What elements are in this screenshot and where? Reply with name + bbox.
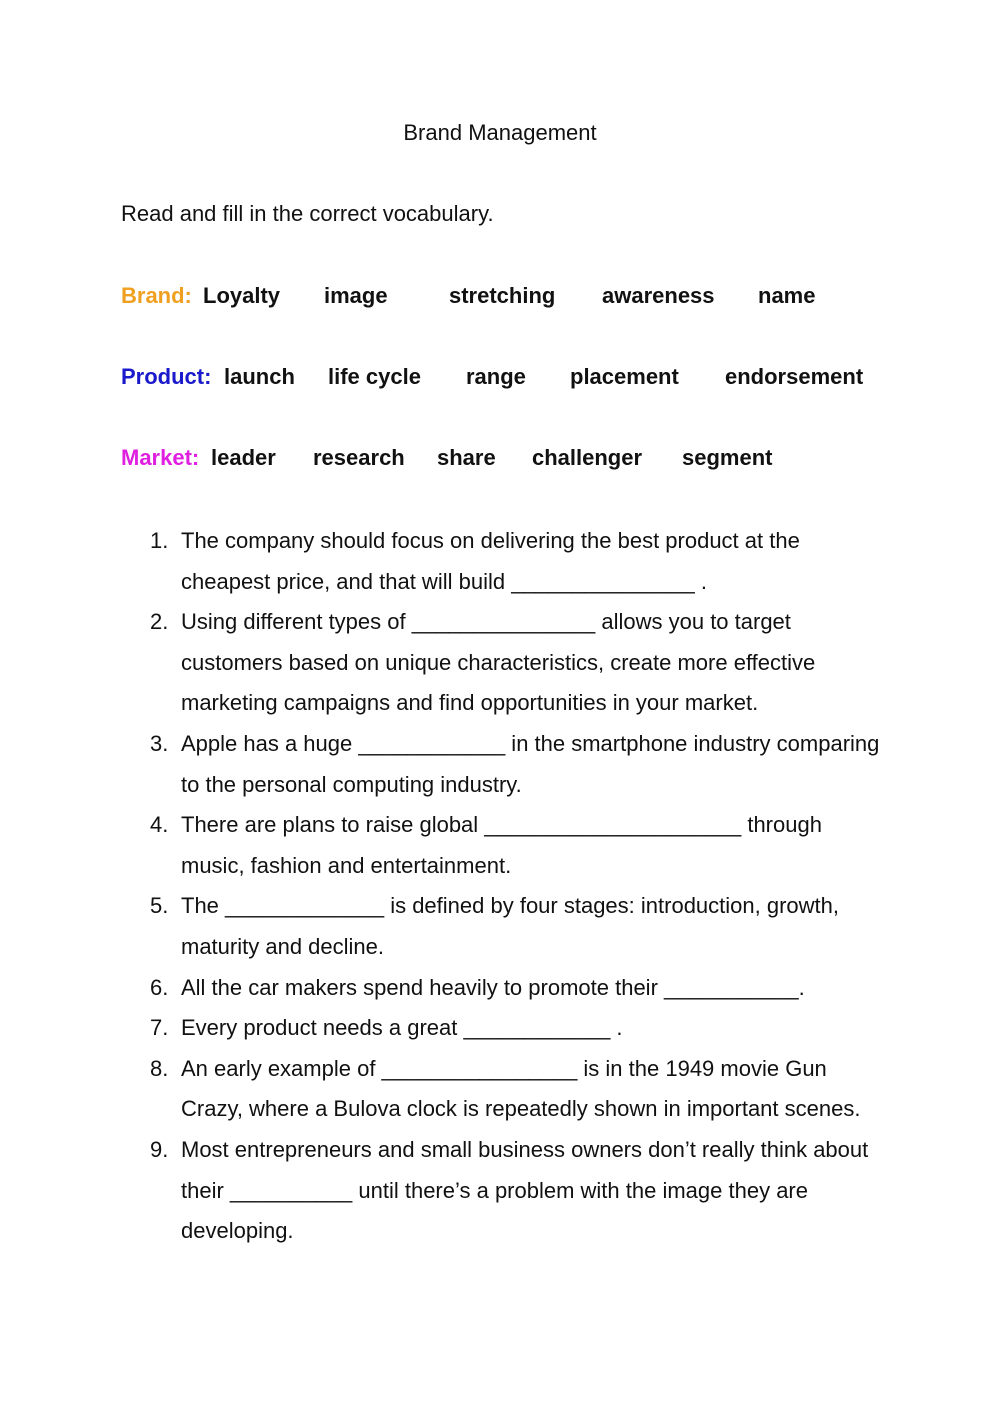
- question-item: [150, 1049, 890, 1130]
- question-item: [150, 724, 890, 805]
- vocab-category-brand: Brand:: [121, 283, 192, 308]
- question-item: [150, 968, 890, 1009]
- vocab-word: share: [437, 445, 496, 470]
- vocab-word: name: [758, 283, 816, 308]
- question-text: An early example of ________________ is in the 1949 movie Gun Crazy, where a Bulova clock is repeatedly shown in important scenes.: [181, 1055, 861, 1122]
- vocab-word: awareness: [602, 283, 715, 308]
- vocab-category-product: Product:: [121, 364, 212, 389]
- question-number: 6.: [150, 974, 169, 1000]
- question-item: [150, 521, 890, 602]
- vocab-word: life cycle: [328, 364, 421, 389]
- vocab-word: range: [466, 364, 526, 389]
- vocab-word: Loyalty: [203, 283, 281, 308]
- question-text: Most entrepreneurs and small business owners don’t really think about their __________ until there’s a problem with the image they are developing.: [181, 1136, 869, 1244]
- vocab-word: challenger: [532, 445, 643, 470]
- question-text: All the car makers spend heavily to promote their ___________.: [181, 974, 805, 1000]
- question-list: [150, 521, 890, 1252]
- question-item: [150, 886, 890, 967]
- question-text: The company should focus on delivering the best product at the cheapest price, and that will build _______________ .: [181, 528, 800, 594]
- question-number: 8.: [150, 1055, 169, 1081]
- vocab-word: stretching: [449, 283, 556, 308]
- question-text: Apple has a huge ____________ in the smartphone industry comparing to the personal computing industry.: [181, 730, 880, 797]
- vocab-word: placement: [570, 364, 679, 389]
- vocab-word: segment: [682, 445, 773, 470]
- question-number: 5.: [150, 893, 169, 919]
- question-number: 1.: [150, 528, 169, 553]
- instruction-text: Read and fill in the correct vocabulary.: [121, 201, 494, 226]
- question-number: 9.: [150, 1136, 169, 1162]
- question-item: [150, 805, 890, 886]
- question-number: 3.: [150, 730, 169, 756]
- question-text: There are plans to raise global _____________________ through music, fashion and entertainment.: [181, 812, 822, 878]
- question-text: Every product needs a great ____________ .: [181, 1015, 623, 1041]
- page-title: Brand Management: [403, 120, 597, 145]
- vocab-word: endorsement: [725, 364, 864, 389]
- vocab-word: image: [324, 283, 388, 308]
- question-number: 2.: [150, 609, 169, 635]
- question-number: 4.: [150, 812, 169, 838]
- vocab-category-market: Market:: [121, 445, 200, 470]
- question-item: [150, 1008, 890, 1049]
- vocab-word: launch: [224, 364, 295, 389]
- vocab-word: leader: [211, 445, 276, 470]
- vocab-word: research: [313, 445, 405, 470]
- question-item: [150, 1130, 890, 1252]
- question-item: [150, 602, 890, 724]
- question-number: 7.: [150, 1015, 169, 1041]
- question-text: Using different types of _______________ allows you to target customers based on unique characteristics, create more effective marketing campaigns and find opportunities in your market.: [181, 609, 816, 716]
- question-text: The _____________ is defined by four stages: introduction, growth, maturity and decline.: [181, 893, 840, 959]
